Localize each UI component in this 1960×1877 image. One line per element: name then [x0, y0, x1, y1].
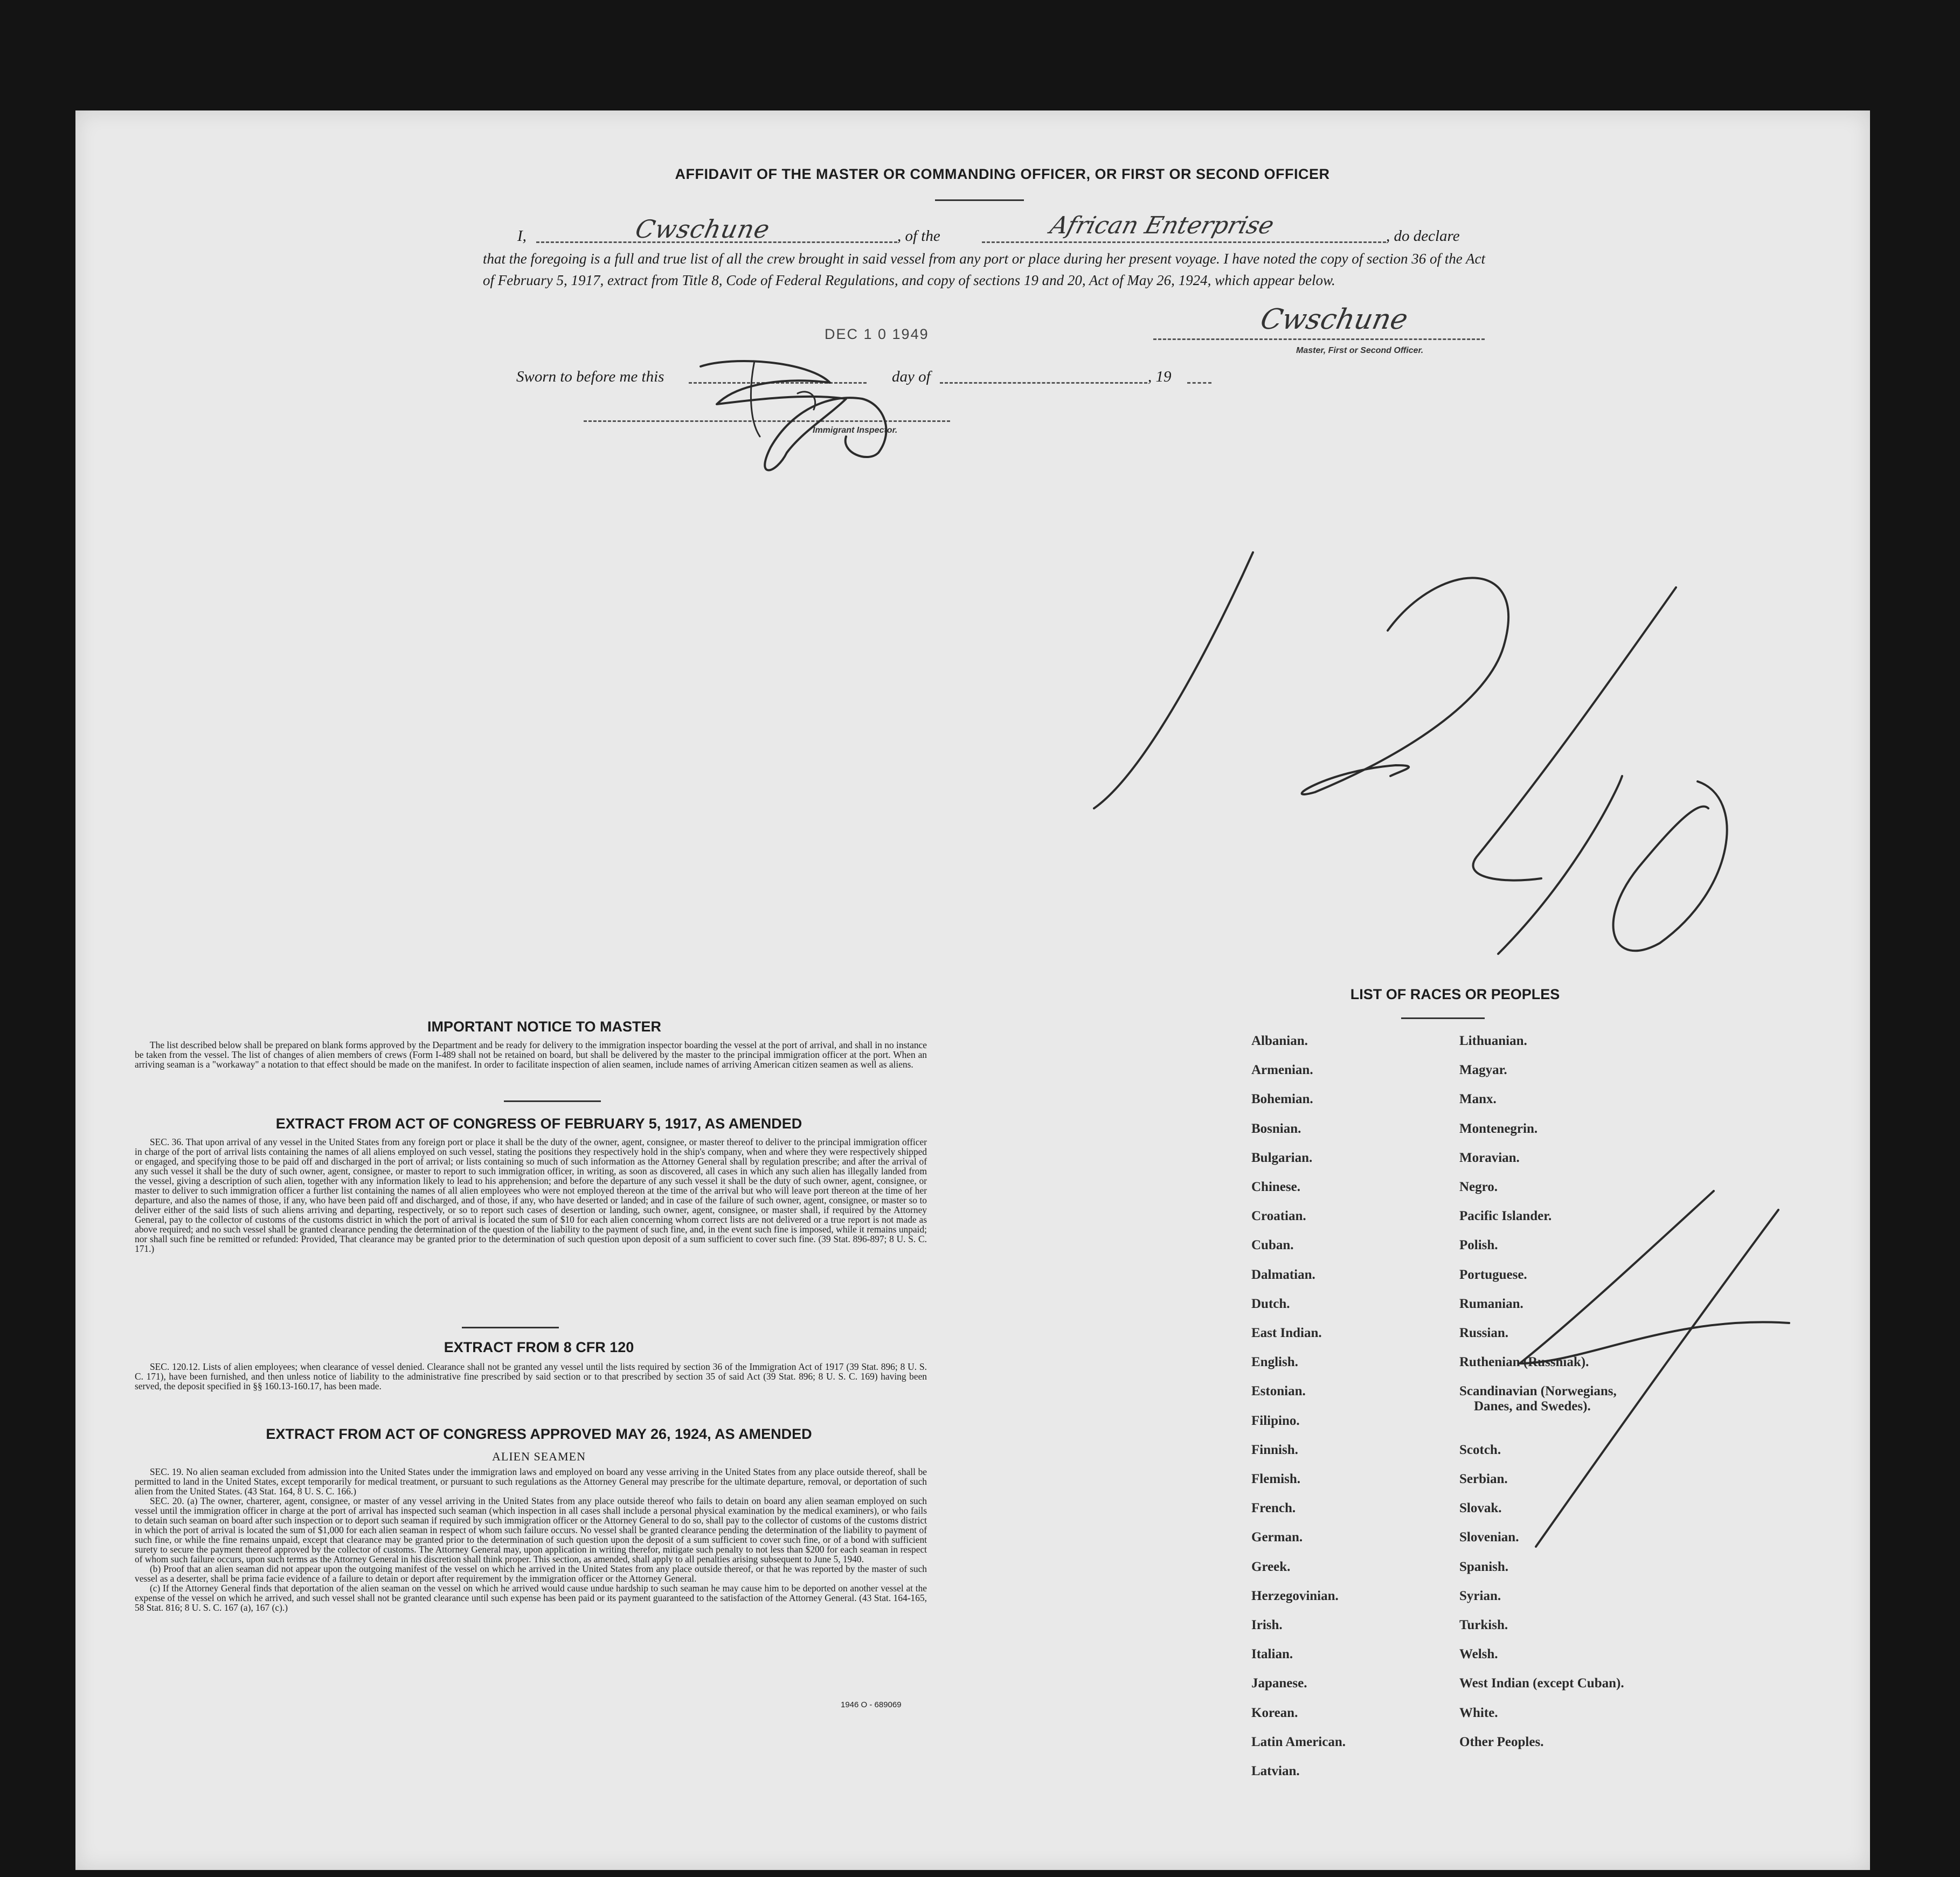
race-item: Russian. — [1459, 1326, 1509, 1340]
race-item: Portuguese. — [1459, 1267, 1527, 1282]
day-of: day of — [892, 368, 931, 385]
sec-20c: (c) If the Attorney General finds that deportation of the alien seaman on the vessel on which he arrived would cause undue hardship to such seaman he may cause him to be deported on another vessel at the expense of the vessel on which he arrived, and such vessel shall not be granted clearance until such expense has been paid or its payment guaranteed to the satisfaction of the Attorney General. (43 Stat. 164-165, 58 Stat. 816; 8 U. S. C. 167 (a), 167 (c).) — [135, 1583, 927, 1613]
race-item: Pacific Islander. — [1459, 1209, 1552, 1224]
line1-prefix: I, — [517, 227, 527, 245]
sec-19: SEC. 19. No alien seaman excluded from admission into the United States under the immigration laws and employed on board any vesse arriving in the United States from any place outside thereof, shall be permitted to land in the United States, except temporarily for medical treatment, or pursuant to such regulations as the Attorney General may prescribe for the ultimate departure, removal, or deportation of such alien from the United States. (43 Stat. 164, 8 U. S. C. 166.) — [135, 1466, 927, 1497]
notice-text: The list described below shall be prepared on blank forms approved by the Department and be ready for delivery to the immigration inspector boarding the vessel at the port of arrival, and shall in no instance be taken from the vessel. The list of changes of alien members of crews (Form I-489 shall not be retained on board, but shall be delivered by the master to the principal immigration officer at the port. When an arriving seaman is a "workaway" a notation to that effect should be made on the manifest. In order to facilitate inspection of alien seamen, include names of arriving American citizen seamen as well as aliens. — [135, 1040, 927, 1070]
race-item: Danes, and Swedes). — [1474, 1399, 1591, 1414]
race-item: Manx. — [1459, 1092, 1497, 1107]
line1-of-the: , of the — [897, 227, 940, 245]
race-item: Dalmatian. — [1251, 1267, 1315, 1282]
sec-20b: (b) Proof that an alien seaman did not appear upon the outgoing manifest of the vessel on which he arrived in the United States from any place outside thereof, or that he was reported by the master of such vessel as a deserter, shall be prima facie evidence of a failure to detain or deport after requirement by the immigration officer or the Attorney General. — [135, 1563, 927, 1584]
sec-20a: SEC. 20. (a) The owner, charterer, agent, consignee, or master of any vessel arriving in the United States from any place outside thereof who fails to detain on board any alien seaman employed on such vessel until the immigration officer in charge at the port of arrival has inspected such seaman (which inspection in all cases shall include a personal physical examination by the medical examiners), or who fails to detain such seaman on board after such inspection or to deport such seaman if required by such immigration officer or the Attorney General to do so, shall pay to the collector of customs of the customs district in which the port of arrival is located the sum of $1,000 for each alien seaman in respect of whom such failure occurs. No vessel shall be granted clearance pending the determination of the liability to payment of such fine, or while the fine remains unpaid, except that clearance may be granted prior to the determination of such question upon the deposit of a sum sufficient to cover such fine, or of a bond with sufficient surety to secure the payment thereof approved by the collector of customs. The Attorney General may, upon application in writing therefor, mitigate such penalty to not less than $200 for each seaman in respect of whom such failure occurs, upon such terms as the Attorney General in his discretion shall think proper. This section, as amended, shall apply to all penalties arising subsequent to June 5, 1940. — [135, 1495, 927, 1564]
race-item: Herzegovinian. — [1251, 1588, 1339, 1603]
extract-1917-text: SEC. 36. That upon arrival of any vessel in the United States from any foreign port or place it shall be the duty of the owner, agent, consignee, or master thereof to deliver to the principal immigration officer in charge of the port of arrival lists containing the names of all aliens employed on such vessel, stating the positions they respectively hold in the ship's company, when and where they were respectively shipped or engaged, and specifying those to be paid off and discharged in the port of arrival; or lists containing so much of such information as the Attorney General shall by regulation prescribe; and after the arrival of any such vessel it shall be the duty of such owner, agent, consignee, or master to report to such immigration officer, in writing, as soon as discovered, all cases in which any such alien has illegally landed from the vessel, giving a description of such alien, together with any information likely to lead to his apprehension; and before the departure of any such vessel it shall be the duty of such owner, agent, consignee, or master to deliver to such immigration officer a further list containing the names of all alien employees who were not employed thereon at the time of the arrival but who will leave port thereon at the time of her departure, and also the names of those, if any, who have been paid off and discharged, and of those, if any, who have deserted or landed; and in case of the failure of such owner, agent, consignee, or master so to deliver either of the said lists of such aliens arriving and departing, respectively, or so to report such cases of desertion or landing, such owner, agent, consignee, or master shall, if required by the Attorney General, pay to the collector of customs of the customs district in which the port of arrival is located the sum of $10 for each alien concerning whom correct lists are not delivered or a true report is not made as above required; and no such vessel shall be granted clearance pending the determination of the question of the liability to the payment of such fine, and, in the event such fine is imposed, while it remains unpaid; nor shall such fine be remitted or refunded: Provided, That clearance may be granted prior to the determination of such question upon deposit of a sum sufficient to cover such fine. (39 Stat. 896-897; 8 U. S. C. 171.) — [135, 1137, 927, 1254]
race-item: Moravian. — [1459, 1150, 1520, 1165]
master-signature-line — [1153, 338, 1485, 340]
sworn-prefix: Sworn to before me this — [516, 368, 664, 385]
race-item: Dutch. — [1251, 1296, 1290, 1311]
race-item: German. — [1251, 1530, 1303, 1545]
race-item: Latin American. — [1251, 1734, 1346, 1749]
race-item: English. — [1251, 1355, 1298, 1370]
race-item: Serbian. — [1459, 1472, 1508, 1486]
vessel-handwritten: African Enterprise — [1047, 212, 1277, 239]
race-item: Croatian. — [1251, 1209, 1306, 1224]
race-item: Syrian. — [1459, 1588, 1501, 1603]
race-item: Magyar. — [1459, 1063, 1507, 1078]
affidavit-title: AFFIDAVIT OF THE MASTER OR COMMANDING OFFICER, OR FIRST OR SECOND OFFICER — [675, 166, 1330, 182]
race-item: Montenegrin. — [1459, 1121, 1538, 1136]
race-item: Other Peoples. — [1459, 1734, 1544, 1749]
sworn-month-field — [940, 382, 1147, 384]
race-item: Scandinavian (Norwegians, — [1459, 1384, 1617, 1399]
print-code: 1946 O - 689069 — [841, 1700, 902, 1709]
race-item: Scotch. — [1459, 1442, 1501, 1457]
name-handwritten: Cwschune — [633, 214, 773, 244]
race-item: White. — [1459, 1705, 1498, 1720]
race-item: Chinese. — [1251, 1180, 1300, 1194]
races-title-rule — [1401, 1017, 1485, 1019]
race-item: Finnish. — [1251, 1442, 1298, 1457]
master-signature: Cwschune — [1257, 303, 1411, 336]
race-item: Greek. — [1251, 1559, 1291, 1574]
date-stamp: DEC 1 0 1949 — [825, 326, 929, 342]
race-item: Spanish. — [1459, 1559, 1509, 1574]
extract-1924-title: EXTRACT FROM ACT OF CONGRESS APPROVED MAY 26, 1924, AS AMENDED — [266, 1426, 812, 1442]
race-item: Latvian. — [1251, 1764, 1300, 1778]
race-item: Slovak. — [1459, 1501, 1502, 1516]
master-label: Master, First or Second Officer. — [1296, 346, 1424, 355]
race-item: East Indian. — [1251, 1326, 1322, 1340]
race-item: Rumanian. — [1459, 1296, 1523, 1311]
race-item: Ruthenian (Russniak). — [1459, 1355, 1589, 1370]
races-title: LIST OF RACES OR PEOPLES — [1350, 986, 1560, 1002]
race-item: Lithuanian. — [1459, 1034, 1527, 1048]
race-item: Negro. — [1459, 1180, 1498, 1194]
race-item: Bosnian. — [1251, 1121, 1301, 1136]
extract-1924-subtitle: ALIEN SEAMEN — [492, 1450, 586, 1463]
race-item: Estonian. — [1251, 1384, 1306, 1399]
race-item: Slovenian. — [1459, 1530, 1519, 1545]
section-rule — [462, 1327, 559, 1328]
extract-cfr-text: SEC. 120.12. Lists of alien employees; when clearance of vessel denied. Clearance shall not be granted any vessel until the lists required by section 36 of the Immigration Act of 1917 (39 Stat. 896; 8 U. S. C. 171), have been furnished, and then unless notice of liability to the administrative fine prescribed by said section or to that prescribed by section 35 of said Act (39 Stat. 896; 8 U. S. C. 169) having been served, the deposit specified in §§ 160.13-160.17, has been made. — [135, 1361, 927, 1391]
race-item: Bulgarian. — [1251, 1150, 1313, 1165]
handwritten-number-1240 — [1072, 544, 1773, 975]
race-item: Italian. — [1251, 1647, 1293, 1662]
race-item: Flemish. — [1251, 1472, 1300, 1486]
race-item: Welsh. — [1459, 1647, 1498, 1662]
race-item: Polish. — [1459, 1238, 1498, 1253]
race-item: French. — [1251, 1501, 1296, 1516]
extract-cfr-title: EXTRACT FROM 8 CFR 120 — [444, 1339, 634, 1355]
race-item: Albanian. — [1251, 1034, 1308, 1048]
race-item: Irish. — [1251, 1618, 1283, 1632]
race-item: Bohemian. — [1251, 1092, 1313, 1107]
title-rule — [935, 199, 1024, 201]
race-item: Armenian. — [1251, 1063, 1313, 1078]
race-item: Turkish. — [1459, 1618, 1508, 1632]
affidavit-body: that the foregoing is a full and true list of all the crew brought in said vessel from any port or place during her present voyage. I have noted the copy of section 36 of the Act of February 5, 1917, extract from Title 8, Code of Federal Regulations, and copy of sections 19 and 20, Act of May 26, 1924, which appear below. — [483, 251, 1485, 288]
year-prefix: , 19 — [1148, 368, 1172, 385]
line1-suffix: , do declare — [1386, 227, 1460, 245]
race-item: Japanese. — [1251, 1676, 1307, 1691]
extract-1917-title: EXTRACT FROM ACT OF CONGRESS OF FEBRUARY 5, 1917, AS AMENDED — [275, 1116, 802, 1132]
vessel-field — [982, 241, 1386, 243]
race-item: Korean. — [1251, 1705, 1298, 1720]
section-rule — [504, 1100, 601, 1102]
extract-1924-body — [135, 1467, 927, 1612]
race-item: Filipino. — [1251, 1413, 1300, 1428]
inspector-label: Immigrant Inspector. — [813, 426, 898, 435]
inspector-signature — [668, 345, 948, 485]
notice-title: IMPORTANT NOTICE TO MASTER — [427, 1019, 661, 1035]
race-item: West Indian (except Cuban). — [1459, 1676, 1624, 1691]
sworn-year-field — [1187, 382, 1211, 384]
race-item: Cuban. — [1251, 1238, 1294, 1253]
